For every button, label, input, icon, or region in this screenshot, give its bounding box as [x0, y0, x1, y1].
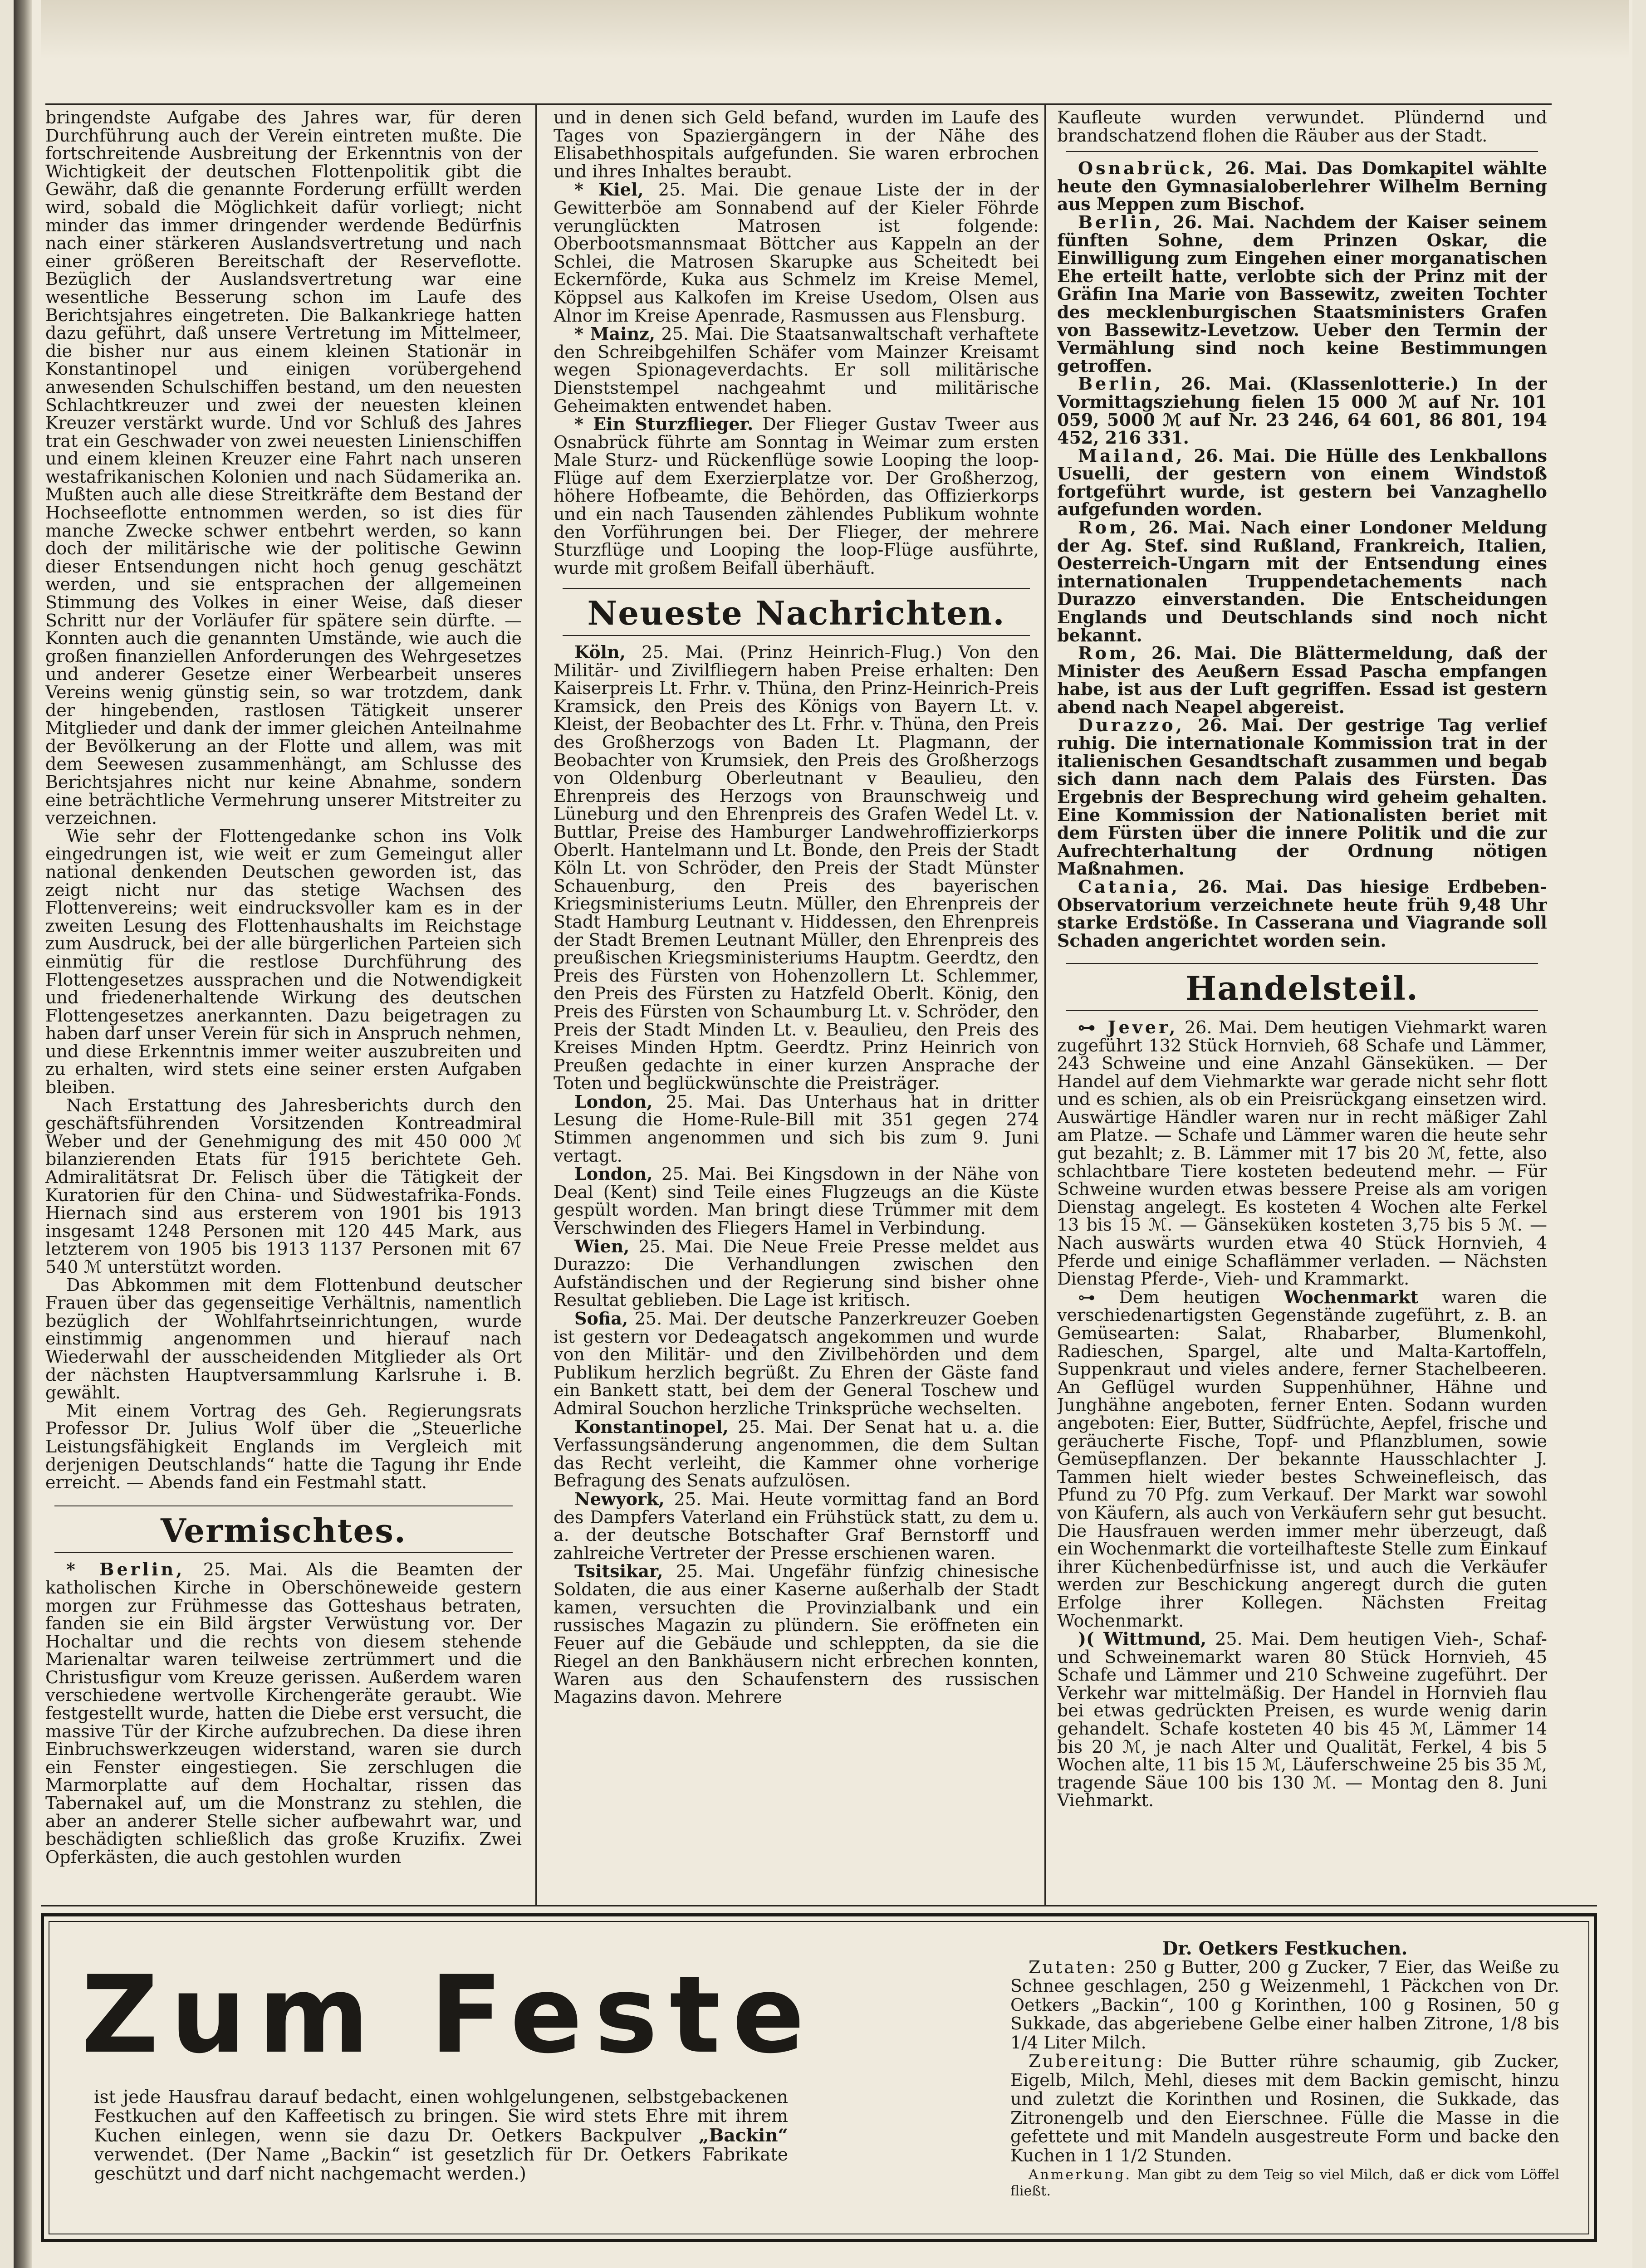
- dateline: London,: [574, 1091, 653, 1112]
- article-text: Der Flieger Gustav Tweer aus Osnabrück führte am Sonntag in Weimar zum ersten Male Sturz- und Rückenflüge sowie Looping the loop-Flüge auf dem Exerzierplatze vor. Der Großherzog, höhere Hofbeamte, die Behörden, das Offizierkorps und ein nach Tausenden zählendes Publikum wohnte den Vorführungen bei. Der Flieger, der mehrere Sturzflüge und Looping the loop-Flüge ausführte, wurde mit großem Beifall überhäuft.: [554, 414, 1039, 578]
- article-text: 26. Mai. Das hiesige Erdbeben-Observatorium verzeichnete heute früh 9,48 Uhr starke Erdstöße. In Casserana und Viagrande soll Schaden angerichtet worden sein.: [1057, 876, 1547, 951]
- dateline: Tsitsikar,: [574, 1561, 663, 1582]
- article-text: Mit einem Vortrag des Geh. Regierungsrats Professor Dr. Julius Wolf über die „Steuerliche Leistungsfähigkeit Englands im Vergleich mit derjenigen Deutschlands“ hatte die Tagung ihr Ende erreicht. — Abends fand ein Festmahl statt.: [45, 1400, 522, 1493]
- recipe-text: 250 g Butter, 200 g Zucker, 7 Eier, das Weiße zu Schnee geschlagen, 250 g Weizenmehl, 1 Päckchen von Dr. Oetkers „Backin“, 100 g Korinthen, 100 g Rosinen, 50 g Sukkade, das abgeriebene Gelbe einer halben Zitrone, 1/8 bis 1/4 Liter Milch.: [1010, 1957, 1559, 2053]
- article-text: 25. Mai. Die genaue Liste der in der Gewitterböe am Sonnabend auf der Kieler Föhrde verunglückten Matrosen ist folgende: Oberbootsmannsmaat Böttcher aus Kappeln an der Schlei, die Matrosen Skarupke aus Scheitedt bei Eckernförde, Kuka aus Schmelz im Kreise Memel, Köppsel aus Kalkofen im Kreise Usedom, Olsen aus Alnor im Kreise Apenrade, Rasmussen aus Flensburg.: [554, 180, 1039, 326]
- dateline: Köln,: [574, 642, 626, 663]
- dateline: Konstantinopel,: [574, 1416, 729, 1437]
- newspaper-page: [14, 0, 1632, 2268]
- ad-text: ist jede Hausfrau darauf bedacht, einen wohlgelungenen, selbstgebackenen Festkuchen auf den Kaffeetisch zu bringen. Sie wird stets Ehre mit ihrem Kuchen einlegen, wenn sie dazu Dr. Oetkers Backpulver: [94, 2087, 788, 2146]
- ad-recipe: [1010, 1939, 1559, 2200]
- article-text: 26. Mai. Die Hülle des Lenkballons Usuelli, der gestern von einem Windstoß fortgeführt wurde, ist gestern bei Vanzaghello aufgefunden worden.: [1057, 445, 1547, 520]
- article-text: 25. Mai. Bei Kingsdown in der Nähe von Deal (Kent) sind Teile eines Flugzeugs an die Küste gespült worden. Man bringt diese Trümmer mit dem Verschwinden des Fliegers Hamel in Verbindung.: [554, 1164, 1039, 1238]
- dateline: Berlin,: [1078, 211, 1164, 232]
- column-2: [554, 109, 1039, 1905]
- section-rule: [54, 1552, 513, 1553]
- column-3: [1057, 109, 1547, 1905]
- section-heading-handelsteil: Handelsteil.: [1186, 969, 1419, 1008]
- column-rule-1: [535, 104, 537, 1905]
- article-text: 26. Mai. Dem heutigen Viehmarkt waren zugeführt 132 Stück Hornvieh, 68 Schafe und Lämmer, 243 Schweine und eine Anzahl Gänseküken. — Der Handel auf dem Viehmarkte war gerade nicht sehr flott und es schien, als ob ein Preisrückgang einsetzen wird. Auswärtige Händler waren nur in recht mäßiger Zahl am Platze. — Schafe und Lämmer waren die heute sehr gut bezahlt; z. B. Lämmer mit 17 bis 20 ℳ, fette, also schlachtbare Tiere kosteten bedeutend mehr. — Für Schweine wurden etwas bessere Preise als am vorigen Dienstag angelegt. Es kosteten 4 Wochen alte Ferkel 13 bis 15 ℳ. — Gänseküken kosteten 3,75 bis 5 ℳ. — Nach auswärts wurden etwa 40 Stück Hornvieh, 4 Pferde und einige Schaflämmer verladen. — Nächsten Dienstag Pferde-, Vieh- und Krammarkt.: [1057, 1017, 1547, 1289]
- dateline: Mailand,: [1078, 445, 1185, 466]
- dateline: Osnabrück,: [1078, 158, 1216, 179]
- section-rule: [1066, 963, 1538, 964]
- ad-body: [94, 2088, 788, 2184]
- recipe-label: Zubereitung:: [1029, 2051, 1165, 2071]
- dateline: Durazzo,: [1078, 714, 1185, 735]
- article-text: 25. Mai. Der deutsche Panzerkreuzer Goeben ist gestern vor Dedeagatsch angekommen und wurde von den Militär- und den Zivilbehörden und dem Publikum herzlich begrüßt. Zu Ehren der Gäste fand ein Bankett statt, bei dem der General Toschew und Admiral Souchon herzliche Trinksprüche wechselten.: [554, 1309, 1039, 1418]
- page-top-shadow: [41, 0, 1629, 59]
- column-rule-2: [1044, 104, 1046, 1905]
- recipe-preparation: [1010, 2052, 1559, 2165]
- section-rule: [1066, 1010, 1538, 1011]
- article-text: bringendste Aufgabe des Jahres war, für deren Durchführung auch der Verein eintreten mußte. Die fortschreitende Ausbreitung der Erkenntnis von der Wichtigkeit der deutschen Flottenpolitik gibt die Gewähr, daß die genannte Forderung erfüllt werden wird, sobald die Möglichkeit dafür vorliegt; nicht minder das immer dringender werdende Bedürfnis nach einer stärkeren Auslandsvertretung und nach einer größeren Bereitschaft der Reserveflotte. Bezüglich der Auslandsvertretung war eine wesentliche Besserung schon im Laufe des Berichtsjahres eingetreten. Die Balkankriege hatten dazu geführt, daß unsere Vertretung im Mittelmeer, die bisher nur aus einem kleinen Stationär in Konstantinopel und einigen vorübergehend anwesenden Schulschiffen bestand, um den neuesten Schlachtkreuzer und zwei der neuesten kleinen Kreuzer verstärkt wurde. Und vor Schluß des Jahres trat ein Geschwader von zwei neuesten Linienschiffen und einem kleinen Kreuzer eine Fahrt nach unseren westafrikanischen Kolonien und nach Südamerika an. Mußten auch alle diese Streitkräfte dem Bestand der Hochseeflotte entnommen werden, so ist dies für manche Zwecke schwer entbehrt werden, so kann doch der militärische wie der politische Gewinn dieser Entsendungen nicht hoch genug geschätzt werden, und sie entsprachen der allgemeinen Stimmung des Volkes in einer Weise, daß dieser Schritt nur der Vorläufer für spätere sein dürfte. — Konnten auch die genannten Umstände, wie auch die großen finanziellen Anforderungen des Wehrgesetzes und anderer Gesetze einer Werbearbeit unseres Vereins wenig günstig sein, so war trotzdem, dank der hingebenden, rastlosen Tätigkeit unserer Mitglieder und dank der immer gleichen Anteilnahme der Bevölkerung an der Flotte und allem, was mit dem Seewesen zusammenhängt, am Schlusse des Berichtsjahres nicht nur keine Abnahme, sondern eine beträchtliche Vermehrung unserer Mitstreiter zu verzeichnen.: [45, 109, 522, 828]
- article-text: 26. Mai. Nach einer Londoner Meldung der Ag. Stef. sind Rußland, Frankreich, Italien, Oesterreich-Ungarn mit der Entsendung eines internationalen Truppendetachements nach Durazzo einverstanden. Die Entscheidungen Englands und Deutschlands sind noch nicht bekannt.: [1057, 517, 1547, 645]
- section-heading-neueste-nachrichten: Neueste Nachrichten.: [587, 594, 1005, 633]
- dateline: Sofia,: [574, 1308, 628, 1329]
- article-text: 25. Mai. Das Unterhaus hat in dritter Lesung die Home-Rule-Bill mit 351 gegen 274 Stimmen angenommen und sich bis zum 9. Juni vertagt.: [554, 1091, 1039, 1166]
- ad-headline: Zum Feste: [81, 1953, 817, 2077]
- dateline: Wien,: [574, 1236, 630, 1256]
- page-binding-edge: [14, 0, 32, 2268]
- article-text: 25. Mai. Als die Beamten der katholischen Kirche in Oberschöneweide gestern morgen zur Frühmesse das Gotteshaus betraten, fanden sie ein Bild ärgster Verwüstung vor. Der Hochaltar und die rechts von diesem stehende Marienaltar waren teilweise zertrümmert und die Christusfigur vom Kreuze gerissen. Außerdem waren verschiedene wertvolle Kirchengeräte geraubt. Wie festgestellt wurde, hatten die Diebe erst versucht, die massive Tür der Kirche aufzubrechen. Da diese ihren Einbruchswerkzeugen widerstand, waren sie durch ein Fenster eingestiegen. Sie zerschlugen die Marmorplatte auf dem Hochaltar, rissen das Tabernakel auf, um die Monstranz zu stehlen, die aber an anderer Stelle sicher aufbewahrt war, und beschädigten schließlich das große Kruzifix. Zwei Opferkästen, die auch gestohlen wurden: [45, 1559, 522, 1867]
- article-text: Nach Erstattung des Jahresberichts durch den geschäftsführenden Vorsitzenden Kontreadmiral Weber und der Genehmigung des mit 450 000 ℳ bilanzierenden Etats für 1915 berichtete Geh. Admiralitätsrat Dr. Felisch über die Tätigkeit der Kuratorien für den China- und Südwestafrika-Fonds. Hiernach sind aus ersterem von 1901 bis 1913 insgesamt 1248 Personen mit 120 445 Mark, aus letzterem von 1905 bis 1913 1137 Personen mit 67 540 ℳ unterstützt worden.: [45, 1095, 522, 1277]
- recipe-ingredients: [1010, 1958, 1559, 2053]
- article-text: 26. Mai. Das Domkapitel wählte heute den Gymnasialoberlehrer Wilhelm Berning aus Meppen zum Bischof.: [1057, 158, 1547, 215]
- article-text: 25. Mai. (Prinz Heinrich-Flug.) Von den Militär- und Zivilfliegern haben Preise erhalten: Den Kaiserpreis Lt. Frhr. v. Thüna, den Prinz-Heinrich-Preis Kramsick, den Preis des Königs von Bayern Lt. v. Kleist, der Beobachter des Lt. Frhr. v. Thüna, den Preis des Großherzogs von Baden Lt. Plagmann, der Beobachter von Krumsiek, den Preis des Großherzogs von Oldenburg Oberleutnant v Beaulieu, den Ehrenpreis des Herzogs von Braunschweig und Lüneburg und den Ehrenpreis des Grafen Wedel Lt. v. Buttlar, Preise des Hamburger Landwehroffizierkorps Oberlt. Hantelmann und Lt. Bonde, den Preis der Stadt Köln Lt. von Schröder, den Preis der Stadt Münster Schauenburg, den Preis des bayerischen Kriegsministeriums Leutn. Müller, den Ehrenpreis der Stadt Hamburg Leutnant v. Hiddessen, den Ehrenpreis der Stadt Bremen Leutnant Müller, den Ehrenpreis des preußischen Kriegsministeriums Hauptm. Geerdtz, den Preis des Fürsten von Hohenzollern Lt. Schlemmer, den Preis des Fürsten zu Hatzfeld Oberlt. König, den Preis des Fürsten von Schaumburg Lt. v. Schröder, den Preis der Stadt Minden Lt. v. Beaulieu, den Preis des Kreises Minden Hptm. Geerdtz. Prinz Heinrich von Preußen gedachte in einer kurzen Ansprache der Toten und beglückwünschte die Preisträger.: [554, 642, 1039, 1094]
- latest-telegrams: [1057, 159, 1547, 949]
- recipe-title: Dr. Oetkers Festkuchen.: [1162, 1938, 1408, 1959]
- article-text: 26. Mai. Nachdem der Kaiser seinem fünften Sohne, dem Prinzen Oskar, die Einwilligung zum Eingehen einer morganatischen Ehe erteilt hatte, verlobte sich der Prinz mit der Gräfin Ina Marie von Bassewitz, zweiten Tochter des mecklenburgischen Staatsministers Grafen von Bassewitz-Levetzow. Ueber den Termin der Vermählung sind noch keine Bestimmungen getroffen.: [1057, 211, 1547, 376]
- section-rule: [563, 635, 1030, 636]
- dateline: Catania,: [1078, 876, 1180, 897]
- dateline: * Mainz,: [574, 323, 656, 344]
- top-rule: [45, 103, 1552, 105]
- section-rule: [1066, 151, 1538, 152]
- ad-brand: „Backin“: [698, 2125, 788, 2146]
- dateline: Newyork,: [574, 1488, 665, 1509]
- bottom-rule: [41, 1905, 1597, 1906]
- keyword: Wochenmarkt: [1283, 1286, 1419, 1307]
- article-text: 25. Mai. Die Neue Freie Presse meldet aus Durazzo: Die Verhandlungen zwischen den Aufständischen und der Regierung sind bisher ohne Resultat geblieben. Die Lage ist kritisch.: [554, 1236, 1039, 1310]
- recipe-text: Die Butter rühre schaumig, gib Zucker, Eigelb, Milch, Mehl, dieses mit dem Backin gemischt, hinzu und zuletzt die Korinthen und Rosinen, die Sukkade, das Zitronengelb und den Eierschnee. Fülle die Masse in die gefettete und mit Mandeln ausgestreute Form und backe den Kuchen in 1 1/2 Stunden.: [1010, 2051, 1559, 2165]
- recipe-text: Man gibt zu dem Teig so viel Milch, daß er dick vom Löffel fließt.: [1010, 2167, 1560, 2199]
- section-rule: [54, 1505, 513, 1506]
- column-1: [45, 109, 522, 1905]
- dateline: * Ein Sturzflieger.: [574, 414, 754, 435]
- article-text: 25. Mai. Ungefähr fünfzig chinesische Soldaten, die aus einer Kaserne außerhalb der Stadt kamen, versuchten die Provinzialbank und ein russisches Magazin zu plündern. Sie eröffneten ein Feuer auf die Gebäude und schleppten, da sie die Riegel an den Bankhäusern nicht erbrechen konnten, Waren aus den Schaufenstern des russischen Magazins davon. Mehrere: [554, 1561, 1039, 1707]
- article-text: 26. Mai. (Klassenlotterie.) In der Vormittagsziehung fielen 15 000 ℳ auf Nr. 101 059, 5000 ℳ auf Nr. 23 246, 64 601, 86 801, 194 452, 216 331.: [1057, 373, 1547, 448]
- advertisement-box: [41, 1913, 1597, 2242]
- article-text: 25. Mai. Heute vormittag fand an Bord des Dampfers Vaterland ein Frühstück statt, zu dem u. a. der deutsche Botschafter Graf Bernstorff und zahlreiche Vertreter der Presse erschienen waren.: [554, 1489, 1039, 1563]
- article-text: 25. Mai. Der Senat hat u. a. die Verfassungsänderung angenommen, die dem Sultan das Recht verleiht, die Kammer ohne vorherige Befragung des Senats aufzulösen.: [554, 1417, 1039, 1491]
- article-text: 26. Mai. Die Blättermeldung, daß der Minister des Aeußern Essad Pascha empfangen habe, ist aus der Luft gegriffen. Essad ist gestern abend nach Neapel abgereist.: [1057, 643, 1547, 717]
- dateline: Rom,: [1078, 643, 1139, 664]
- article-text: Wie sehr der Flottengedanke schon ins Volk eingedrungen ist, wie weit er zum Gemeingut aller national denkenden Deutschen geworden ist, das zeigt nicht nur das stetige Wachsen des Flottenvereins; weit eindrucksvoller kam es in der zweiten Lesung des Flottenhaushalts im Reichstage zum Ausdruck, bei der alle bürgerlichen Parteien sich einmütig für die restlose Durchführung des Flottengesetzes aussprachen und die Notwendigkeit und friedenerhaltende Wirkung des deutschen Flottengesetzes anerkannten. Dazu beigetragen zu haben darf unser Verein für sich in Anspruch nehmen, und diese Erkenntnis immer weiter auszubreiten und zu erhalten, wird stets eine seiner ersten Aufgaben bleiben.: [45, 826, 522, 1098]
- article-text: waren die verschiedenartigsten Gegenstände zugeführt, z. B. an Gemüsearten: Salat, Rhabarber, Blumenkohl, Radieschen, Spargel, alte und Malta-Kartoffeln, Suppenkraut und vieles andere, ferner Stachelbeeren. An Geflügel wurden Suppenhühner, Hähne und Junghähne angeboten, ferner Enten. Sodann wurden angeboten: Eier, Butter, Südfrüchte, Aepfel, frische und geräucherte Fische, Topf- und Pflanzblumen, sowie Gemüsepflanzen. Der bekannte Hausschlachter J. Tammen hielt wieder bestes Schweinefleisch, das Pfund zu 70 Pfg. zum Verkauf. Der Markt war sowohl von Käufern, als auch von Verkäufern sehr gut besucht. Die Hausfrauen werden immer mehr überzeugt, daß ein Wochenmarkt die vorteilhafteste Stelle zum Einkauf ihrer Küchenbedürfnisse ist, und auch die Verkäufer werden zur Beschickung angeregt durch die guten Erfolge ihrer Kollegen. Nächsten Freitag Wochenmarkt.: [1057, 1287, 1547, 1631]
- section-heading-vermischtes: Vermischtes.: [161, 1511, 407, 1550]
- dateline: Rom,: [1078, 517, 1139, 538]
- article-text: Das Abkommen mit dem Flottenbund deutscher Frauen über das gegenseitige Verhältnis, namentlich bezüglich der Wohlfahrtseinrichtungen, wurde einstimmig angenommen und hierauf nach Wiederwahl der ausscheidenden Mitglieder als Ort der nächsten Hauptversammlung Karlsruhe i. B. gewählt.: [45, 1275, 522, 1403]
- recipe-label: Zutaten:: [1029, 1957, 1117, 1977]
- section-rule: [563, 588, 1030, 589]
- article-text: Kaufleute wurden verwundet. Plündernd und brandschatzend flohen die Räuber aus der Stadt.: [1057, 109, 1547, 146]
- dateline: ⊶ Jever,: [1078, 1017, 1178, 1037]
- article-text: 25. Mai. Die Staatsanwaltschaft verhaftete den Schreibgehilfen Schäfer vom Mainzer Kreisamt wegen Spionageverdachts. Er soll militärische Dienststempel nachgeahmt und militärische Geheimakten entwendet haben.: [554, 324, 1039, 416]
- article-text: 26. Mai. Der gestrige Tag verlief ruhig. Die internationale Kommission trat in der italienischen Gesandtschaft zusammen und begab sich dann nach dem Palais des Fürsten. Das Ergebnis der Besprechung wird geheim gehalten. Eine Kommission der Nationalisten beriet mit dem Fürsten über die innere Politik und die zur Aufrechterhaltung der Ordnung nötigen Maßnahmen.: [1057, 714, 1547, 879]
- dateline: Berlin,: [1078, 373, 1164, 394]
- dateline: London,: [574, 1163, 653, 1184]
- dateline: * Kiel,: [574, 179, 644, 200]
- article-text: ⊶ Dem heutigen: [1078, 1287, 1260, 1307]
- recipe-note: [1010, 2167, 1559, 2200]
- ad-text: verwendet. (Der Name „Backin“ ist gesetzlich für Dr. Oetkers Fabrikate geschützt und darf nicht nachgemacht werden.): [94, 2145, 788, 2184]
- dateline: )( Wittmund,: [1078, 1628, 1207, 1649]
- dateline: * Berlin,: [66, 1559, 185, 1580]
- recipe-label: Anmerkung.: [1029, 2167, 1132, 2183]
- article-text: 25. Mai. Dem heutigen Vieh-, Schaf- und Schweinemarkt waren 80 Stück Hornvieh, 45 Schafe und Lämmer und 210 Schweine zugeführt. Der Verkehr war mittelmäßig. Der Handel in Hornvieh flau bei etwas gedrückten Preisen, es wurde wenig darin gehandelt. Schafe kosteten 40 bis 45 ℳ, Lämmer 14 bis 20 ℳ, je nach Alter und Qualität, Ferkel, 4 bis 5 Wochen alte, 11 bis 15 ℳ, Läuferschweine 25 bis 35 ℳ, tragende Säue 100 bis 130 ℳ. — Montag den 8. Juni Viehmarkt.: [1057, 1629, 1547, 1811]
- article-text: und in denen sich Geld befand, wurden im Laufe des Tages von Spaziergängern in der Nähe des Elisabethhospitals aufgefunden. Sie waren erbrochen und ihres Inhaltes beraubt.: [554, 109, 1039, 181]
